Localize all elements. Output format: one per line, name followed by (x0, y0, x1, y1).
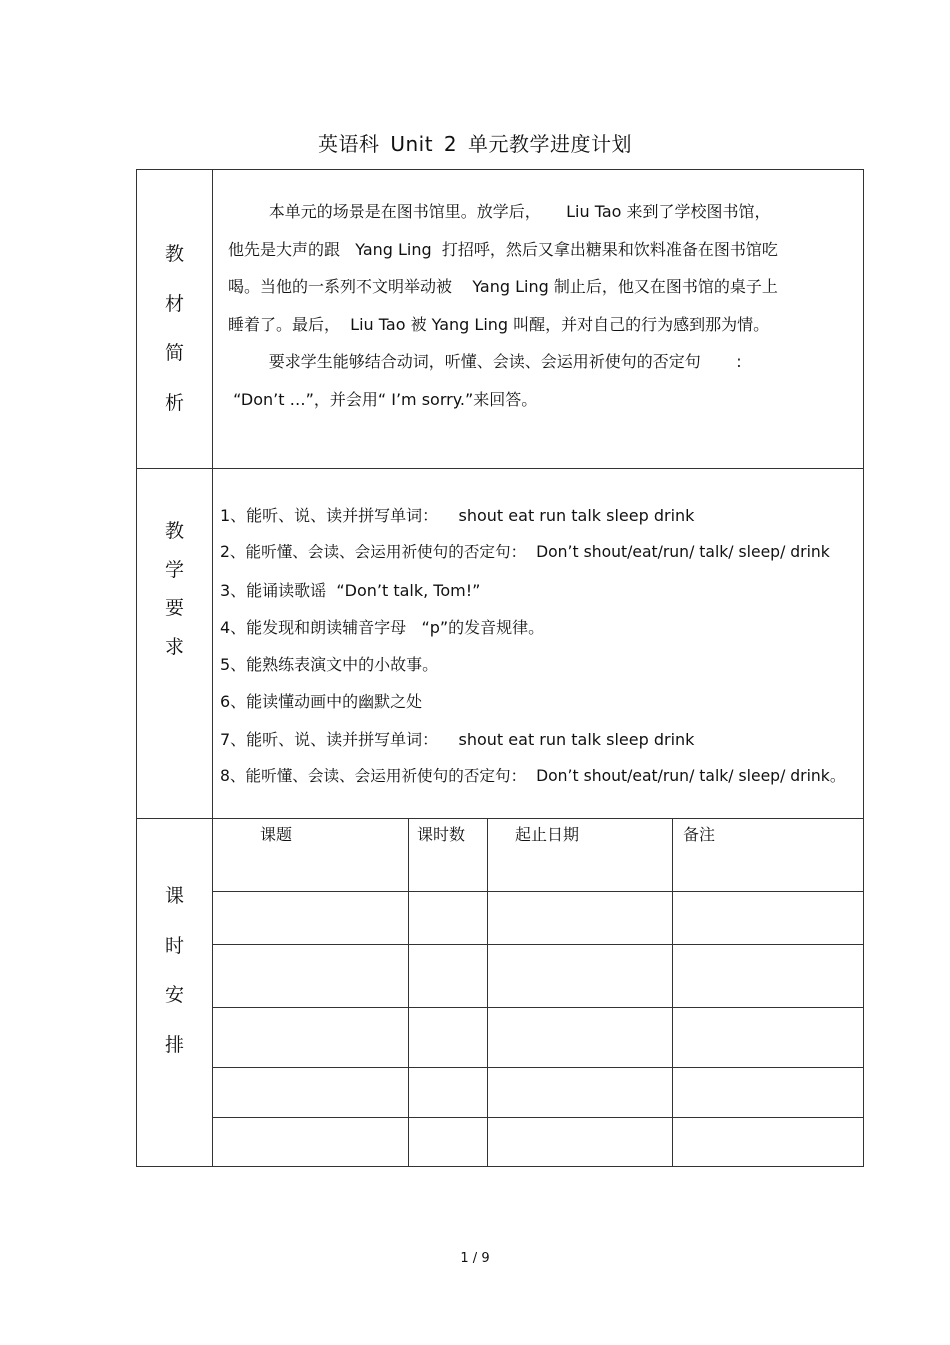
column-header-topic: 课题 (260, 825, 293, 844)
label-char: 简 (164, 342, 184, 364)
list-item: 1、能听、说、读并拼写单词： shout eat run talk sleep drink (220, 506, 695, 525)
label-char: 学 (164, 558, 184, 581)
label-char: 求 (164, 635, 184, 658)
label-char: 排 (164, 1033, 184, 1056)
section-label-material (137, 230, 212, 428)
list-item: 7、能听、说、读并拼写单词： shout eat run talk sleep drink (220, 729, 695, 749)
label-char: 教 (164, 243, 184, 265)
list-item: 8、能听懂、会读、会运用祈使句的否定句： Don’t shout/eat/run/ talk/ sleep/ drink。 (220, 767, 846, 786)
label-char: 课 (164, 885, 184, 907)
summary-line: 本单元的场景是在图书馆里。放学后， Liu Tao 来到了学校图书馆， (228, 202, 771, 221)
label-char: 时 (164, 934, 184, 957)
list-item: 3、能诵读歌谣 “Don’t talk, Tom!” (220, 580, 481, 600)
list-item: 2、能听懂、会读、会运用祈使句的否定句： Don’t shout/eat/run/ talk/ sleep/ drink (220, 543, 830, 562)
label-char: 教 (164, 520, 184, 542)
summary-line: 喝。当他的一系列不文明举动被 Yang Ling 制止后，他又在图书馆的桌子上 (228, 277, 778, 296)
label-char: 要 (164, 597, 184, 619)
summary-line: 他先是大声的跟 Yang Ling 打招呼，然后又拿出糖果和饮料准备在图书馆吃 (228, 239, 778, 259)
summary-line: “Don’t …”，并会用“ I’m sorry.”来回答。 (228, 389, 538, 409)
section-label-schedule (137, 872, 212, 1070)
page-title: 英语科 Unit 2 单元教学进度计划 (317, 132, 632, 156)
list-item: 6、能读懂动画中的幽默之处 (220, 692, 423, 712)
list-item: 4、能发现和朗读辅音字母 “p”的发音规律。 (220, 617, 545, 637)
summary-line: 睡着了。最后， Liu Tao 被 Yang Ling 叫醒，并对自己的行为感到那为情。 (228, 314, 770, 334)
material-summary (228, 193, 848, 418)
section-label-requirements (137, 512, 212, 666)
summary-line: 要求学生能够结合动词，听懂、会读、会运用祈使句的否定句 : (228, 352, 742, 371)
label-char: 安 (164, 984, 184, 1006)
column-header-notes: 备注 (683, 825, 716, 844)
page-number: 1 / 9 (460, 1251, 490, 1266)
requirements-list (220, 497, 845, 795)
column-header-hours: 课时数 (417, 825, 466, 844)
label-char: 析 (164, 391, 184, 414)
column-header-dates: 起止日期 (515, 825, 580, 844)
list-item: 5、能熟练表演文中的小故事。 (220, 655, 439, 675)
label-char: 材 (164, 292, 184, 315)
